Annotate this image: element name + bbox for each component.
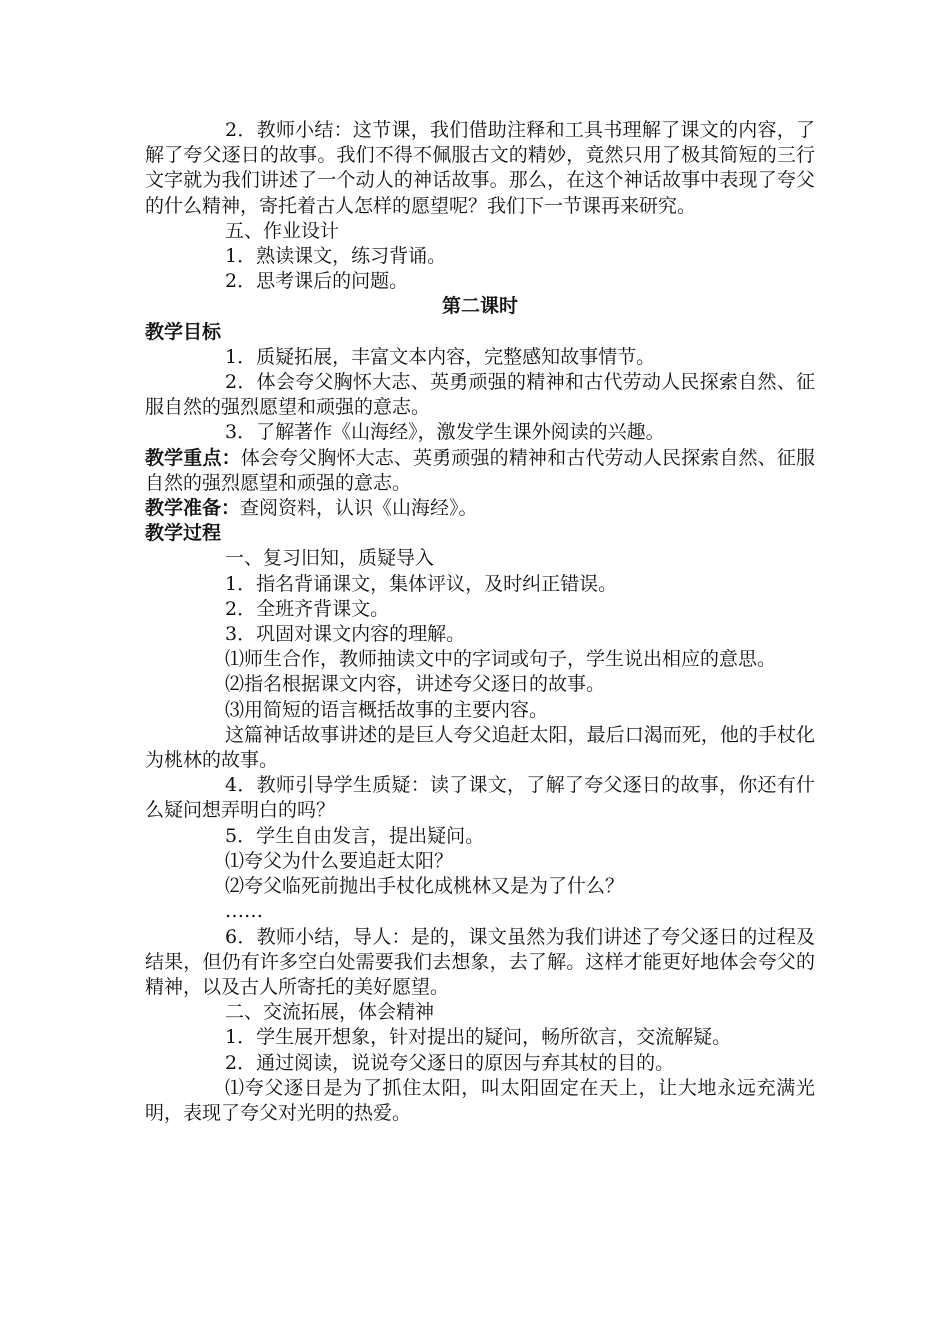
process-section-heading: 一、复习旧知，质疑导入 <box>225 547 435 570</box>
process-item: 4．教师引导学生质疑：读了课文，了解了夸父逐日的故事，你还有什么疑问想弄明白的吗？ <box>145 774 815 822</box>
process-item: 1．指名背诵课文，集体评议，及时纠正错误。 <box>225 572 618 595</box>
process-subitem: ⑵指名根据课文内容，讲述夸父逐日的故事。 <box>225 673 606 696</box>
process-item: 3．巩固对课文内容的理解。 <box>225 623 466 646</box>
process-subitem: ⑴师生合作，教师抽读文中的字词或句子，学生说出相应的意思。 <box>225 648 777 671</box>
process-item: 1．学生展开想象，针对提出的疑问，畅所欲言，交流解疑。 <box>225 1026 732 1049</box>
process-subitem: ⑴夸父逐日是为了抓住太阳，叫太阳固定在天上，让大地永远充满光明，表现了夸父对光明的热爱。 <box>145 1076 815 1124</box>
ellipsis: …… <box>225 900 263 923</box>
prep-text: 查阅资料，认识《山海经》。 <box>240 497 478 520</box>
goals-heading: 教学目标 <box>145 320 222 343</box>
homework-item: 2．思考课后的问题。 <box>225 270 409 293</box>
document-body <box>145 118 815 1126</box>
process-subitem: ⑴夸父为什么要追赶太阳？ <box>225 849 454 872</box>
focus-text: 体会夸父胸怀大志、英勇顽强的精神和古代劳动人民探索自然、征服自然的强烈愿望和顽强的意志。 <box>145 446 815 494</box>
process-subitem: ⑵夸父临死前抛出手杖化成桃林又是为了什么？ <box>225 875 625 898</box>
prep-paragraph <box>145 496 815 521</box>
process-item: 2．通过阅读，说说夸父逐日的原因与弃其杖的目的。 <box>225 1051 675 1074</box>
process-item: 6．教师小结，导人：是的，课文虽然为我们讲述了夸父逐日的过程及结果，但仍有许多空白处需要我们去想象，去了解。这样才能更好地体会夸父的精神，以及古人所寄托的美好愿望。 <box>145 925 815 998</box>
process-section-heading: 二、交流拓展，体会精神 <box>225 1001 435 1024</box>
process-paragraph: 这篇神话故事讲述的是巨人夸父追赶太阳，最后口渴而死，他的手杖化为桃林的故事。 <box>145 723 815 772</box>
process-subitem: ⑶用简短的语言概括故事的主要内容。 <box>225 698 549 721</box>
goal-item: 1．质疑拓展，丰富文本内容，完整感知故事情节。 <box>225 345 656 368</box>
paragraph-summary: 2．教师小结：这节课，我们借助注释和工具书理解了课文的内容，了解了夸父逐日的故事。我们不得不佩服古文的精妙，竟然只用了极其简短的三行文字就为我们讲述了一个动人的神话故事。那么，在这个神话故事中表现了夸父的什么精神，寄托着古人怎样的愿望呢？我们下一节课再来研究。 <box>145 119 815 217</box>
lesson-title: 第二课时 <box>441 295 518 318</box>
process-heading: 教学过程 <box>145 522 222 545</box>
goal-item: 2．体会夸父胸怀大志、英勇顽强的精神和古代劳动人民探索自然、征服自然的强烈愿望和顽强的意志。 <box>145 371 815 419</box>
section-heading-homework: 五、作业设计 <box>225 219 340 242</box>
prep-label: 教学准备： <box>145 497 241 520</box>
goal-item: 3．了解著作《山海经》，激发学生课外阅读的兴趣。 <box>225 421 665 444</box>
homework-item: 1．熟读课文，练习背诵。 <box>225 245 447 268</box>
process-item: 2．全班齐背课文。 <box>225 597 390 620</box>
process-item: 5．学生自由发言，提出疑问。 <box>225 824 485 847</box>
focus-label: 教学重点： <box>145 446 241 469</box>
focus-paragraph <box>145 446 815 496</box>
